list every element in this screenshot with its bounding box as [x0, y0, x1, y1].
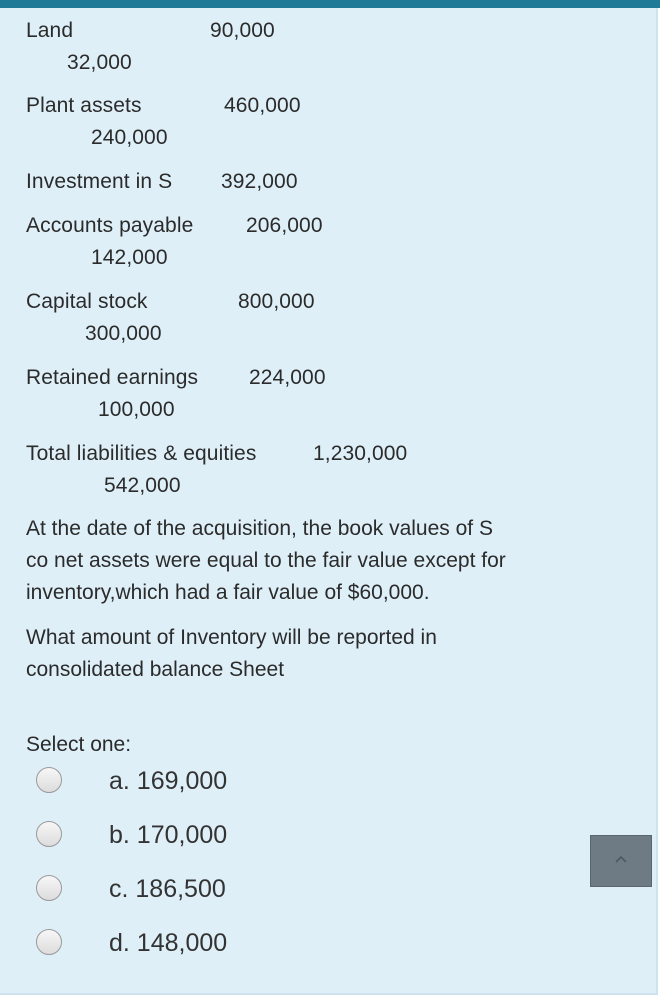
answer-option-c[interactable]: [36, 873, 296, 905]
select-one-label: Select one:: [26, 733, 132, 756]
item-label-plant-assets: Plant assets: [26, 94, 142, 117]
item-value-sub-plant-assets: 240,000: [91, 126, 168, 149]
answer-option-a-label[interactable]: a. 169,000: [109, 767, 228, 795]
item-label-investment: Investment in S: [26, 170, 173, 193]
item-label-total-liabilities: Total liabilities & equities: [26, 442, 257, 465]
item-value-sub-capital-stock: 300,000: [85, 322, 162, 345]
item-label-capital-stock: Capital stock: [26, 290, 148, 313]
info-paragraph: [26, 513, 626, 609]
answer-option-c-label[interactable]: c. 186,500: [109, 875, 226, 903]
item-value-sub-land: 32,000: [67, 51, 132, 74]
item-label-retained-earnings: Retained earnings: [26, 366, 199, 389]
question-panel: [0, 8, 658, 995]
radio-button-c[interactable]: [36, 875, 62, 901]
item-value-sub-accounts-payable: 142,000: [91, 246, 168, 269]
info-line: co net assets were equal to the fair value except for: [26, 549, 506, 572]
item-value-parent-accounts-payable: 206,000: [246, 214, 323, 237]
answer-option-d-label[interactable]: d. 148,000: [109, 929, 228, 957]
item-value-parent-capital-stock: 800,000: [238, 290, 315, 313]
radio-button-a[interactable]: [36, 767, 62, 793]
info-line: inventory,which had a fair value of $60,000.: [26, 581, 430, 604]
item-value-sub-retained-earnings: 100,000: [98, 398, 175, 421]
chevron-up-icon: [614, 854, 628, 864]
answer-option-b[interactable]: [36, 819, 296, 851]
top-bar: [0, 0, 660, 8]
scroll-to-top-button[interactable]: [590, 835, 652, 887]
item-value-parent-plant-assets: 460,000: [224, 94, 301, 117]
item-label-accounts-payable: Accounts payable: [26, 214, 194, 237]
item-value-sub-total-liabilities: 542,000: [104, 474, 181, 497]
question-text: [26, 622, 626, 686]
item-value-parent-land: 90,000: [210, 19, 275, 42]
answer-option-a[interactable]: [36, 765, 296, 797]
item-value-parent-total-liabilities: 1,230,000: [313, 442, 408, 465]
question-line: What amount of Inventory will be reported in: [26, 626, 437, 649]
radio-button-d[interactable]: [36, 929, 62, 955]
answer-option-d[interactable]: [36, 927, 296, 959]
question-line: consolidated balance Sheet: [26, 658, 285, 681]
info-line: At the date of the acquisition, the book values of S: [26, 517, 493, 540]
item-label-land: Land: [26, 19, 74, 42]
item-value-parent-investment: 392,000: [221, 170, 298, 193]
answer-option-b-label[interactable]: b. 170,000: [109, 821, 228, 849]
radio-button-b[interactable]: [36, 821, 62, 847]
item-value-parent-retained-earnings: 224,000: [249, 366, 326, 389]
